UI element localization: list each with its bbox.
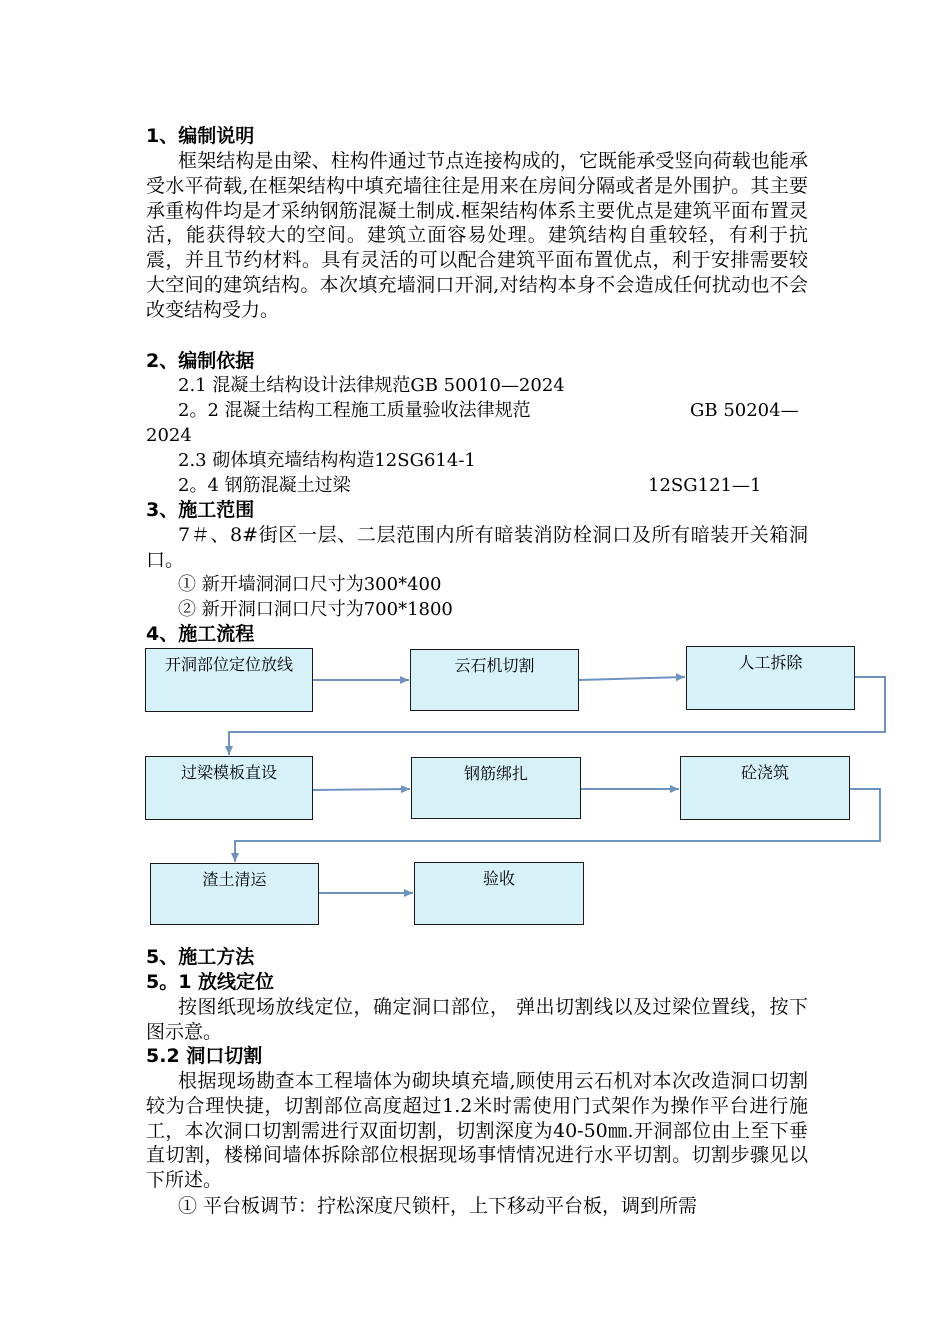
- cutting-step-1: ① 平台板调节：拧松深度尺锁杆，上下移动平台板，调到所需: [178, 1195, 698, 1217]
- flow-step-4: 过梁模板直设: [145, 756, 313, 820]
- reference-item-2-code: GB 50204—: [690, 400, 799, 421]
- subsection-5-2-heading: 5.2 洞口切割: [146, 1045, 263, 1067]
- scope-item-2: ② 新开洞口洞口尺寸为700*1800: [178, 599, 453, 620]
- reference-item-2: 2。2 混凝土结构工程施工质量验收法律规范: [178, 400, 531, 421]
- subsection-5-1-body: 按图纸现场放线定位，确定洞口部位， 弹出切割线以及过梁位置线，按下图示意。: [146, 996, 808, 1043]
- flow-step-8: 验收: [414, 862, 584, 925]
- flow-step-1: 开洞部位定位放线: [145, 648, 313, 712]
- arrow-2-3: [579, 677, 685, 680]
- flow-step-6: 砼浇筑: [680, 756, 850, 820]
- section-3-body: 7＃、8#街区一层、二层范围内所有暗装消防栓洞口及所有暗装开关箱洞口。: [146, 524, 808, 571]
- flow-step-3: 人工拆除: [686, 646, 855, 710]
- subsection-5-2-body: 根据现场勘查本工程墙体为砌块填充墙,顾使用云石机对本次改造洞口切割较为合理快捷，切割部位高度超过1.2米时需使用门式架作为操作平台进行施工，本次洞口切割需进行双面切割，切割深度为40-50㎜.开洞部位由上至下垂直切割，楼梯间墙体拆除部位根据现场事情情况进行水平切割。切割步骤见以下所述。: [146, 1070, 808, 1192]
- section-4-heading: 4、施工流程: [146, 623, 255, 645]
- scope-item-1: ① 新开墙洞洞口尺寸为300*400: [178, 574, 442, 595]
- subsection-5-1-heading: 5。1 放线定位: [146, 971, 275, 993]
- reference-item-4-code: 12SG121—1: [648, 475, 762, 496]
- flow-step-2: 云石机切割: [410, 649, 579, 711]
- section-3-heading: 3、施工范围: [146, 499, 255, 521]
- section-5-heading: 5、施工方法: [146, 946, 255, 968]
- section-1-body: 框架结构是由梁、柱构件通过节点连接构成的，它既能承受竖向荷载也能承受水平荷载,在框架结构中填充墙往往是用来在房间分隔或者是外围护。其主要承重构件均是才采纳钢筋混凝土制成.框架结构体系主要优点是建筑平面布置灵活，能获得较大的空间。建筑立面容易处理。建筑结构自重较轻，有利于抗震，并且节约材料。具有灵活的可以配合建筑平面布置优点，利于安排需要较大空间的建筑结构。本次填充墙洞口开洞,对结构本身不会造成任何扰动也不会改变结构受力。: [146, 150, 808, 321]
- flow-step-7: 渣土清运: [150, 863, 319, 925]
- reference-item-2-year: 2024: [146, 425, 192, 446]
- section-2-heading: 2、编制依据: [146, 350, 255, 372]
- flow-step-5: 钢筋绑扎: [411, 757, 581, 819]
- arrow-4-5: [313, 789, 410, 790]
- section-1-heading: 1、编制说明: [146, 125, 255, 147]
- reference-item-4: 2。4 钢筋混凝土过梁: [178, 475, 351, 496]
- reference-item-1: 2.1 混凝土结构设计法律规范GB 50010—2024: [178, 375, 565, 396]
- reference-item-3: 2.3 砌体填充墙结构构造12SG614-1: [178, 450, 476, 471]
